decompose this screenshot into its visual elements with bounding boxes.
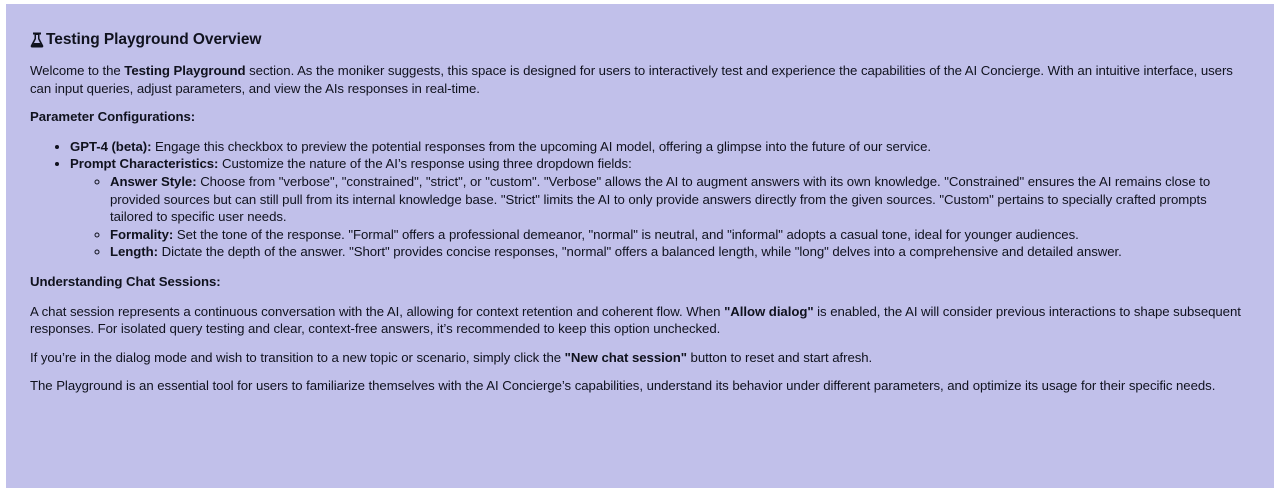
length-text: Dictate the depth of the answer. "Short" provides concise responses, "normal" offers a balanced length, while "long" delves into a comprehensive and detailed answer.: [158, 244, 1122, 260]
gpt4-text: Engage this checkbox to preview the potential responses from the upcoming AI model, offering a glimpse into the future of our service.: [151, 138, 931, 154]
sessions-p1-prefix: A chat session represents a continuous conversation with the AI, allowing for context retention and coherent flow. When: [30, 303, 725, 319]
closing-paragraph: The Playground is an essential tool for users to familiarize themselves with the AI Concierge’s capabilities, understand its behavior under different parameters, and optimize its usage for their specific needs.: [30, 378, 1216, 394]
sessions-paragraph-1: [30, 303, 1250, 338]
sessions-p1-suffix: is enabled, the AI will consider previous interactions to shape subsequent responses. For isolated query testing and clear, context-free answers, it’s recommended to keep this option unchecked.: [30, 303, 1241, 337]
intro-prefix: Welcome to the: [30, 63, 125, 78]
prompt-sublist: [70, 173, 1250, 261]
list-item-gpt4: [70, 138, 1250, 156]
page-title: [30, 30, 1250, 50]
sessions-paragraph-2: [30, 349, 1250, 367]
intro-suffix: section. As the moniker suggests, this space is designed for users to interactively test and experience the capabilities of the AI Concierge. With an intuitive interface, users can input queries, adjust parameters, and view the AIs responses in real-time.: [30, 63, 1233, 96]
length-label: Length:: [110, 244, 158, 260]
parameter-list: [30, 138, 1250, 261]
intro-bold: Testing Playground: [124, 63, 246, 78]
prompt-text: Customize the nature of the AI’s response using three dropdown fields:: [218, 156, 632, 172]
answer-style-label: Answer Style:: [110, 173, 197, 189]
list-item-prompt-characteristics: [70, 155, 1250, 261]
sessions-p2-suffix: button to reset and start afresh.: [686, 349, 873, 365]
new-chat-session-label: "New chat session": [564, 349, 687, 365]
gpt4-label: GPT-4 (beta):: [70, 138, 152, 154]
sessions-p2-prefix: If you’re in the dialog mode and wish to transition to a new topic or scenario, simply click the: [30, 349, 565, 365]
list-item-formality: [110, 226, 1250, 244]
prompt-label: Prompt Characteristics:: [70, 156, 219, 172]
flask-icon: [30, 32, 44, 48]
formality-text: Set the tone of the response. "Formal" offers a professional demeanor, "normal" is neutral, and "informal" adopts a casual tone, ideal for younger audiences.: [173, 226, 1079, 242]
testing-playground-panel: [6, 4, 1274, 488]
list-item-answer-style: [110, 173, 1250, 226]
sessions-heading: Understanding Chat Sessions:: [30, 273, 221, 289]
intro-paragraph: [30, 62, 1250, 97]
parameter-heading: Parameter Configurations:: [30, 109, 196, 125]
allow-dialog-label: "Allow dialog": [724, 303, 814, 319]
answer-style-text: Choose from "verbose", "constrained", "strict", or "custom". "Verbose" allows the AI to augment answers with its own knowledge. "Constrained" ensures the AI remains close to provided sources but can still pull from its internal knowledge base. "Strict" limits the AI to only provide answers directly from the given sources. "Custom" pertains to specially crafted prompts tailored to specific user needs.: [110, 173, 1211, 225]
list-item-length: [110, 243, 1250, 261]
formality-label: Formality:: [110, 226, 174, 242]
page-title-text: Testing Playground Overview: [46, 31, 262, 48]
